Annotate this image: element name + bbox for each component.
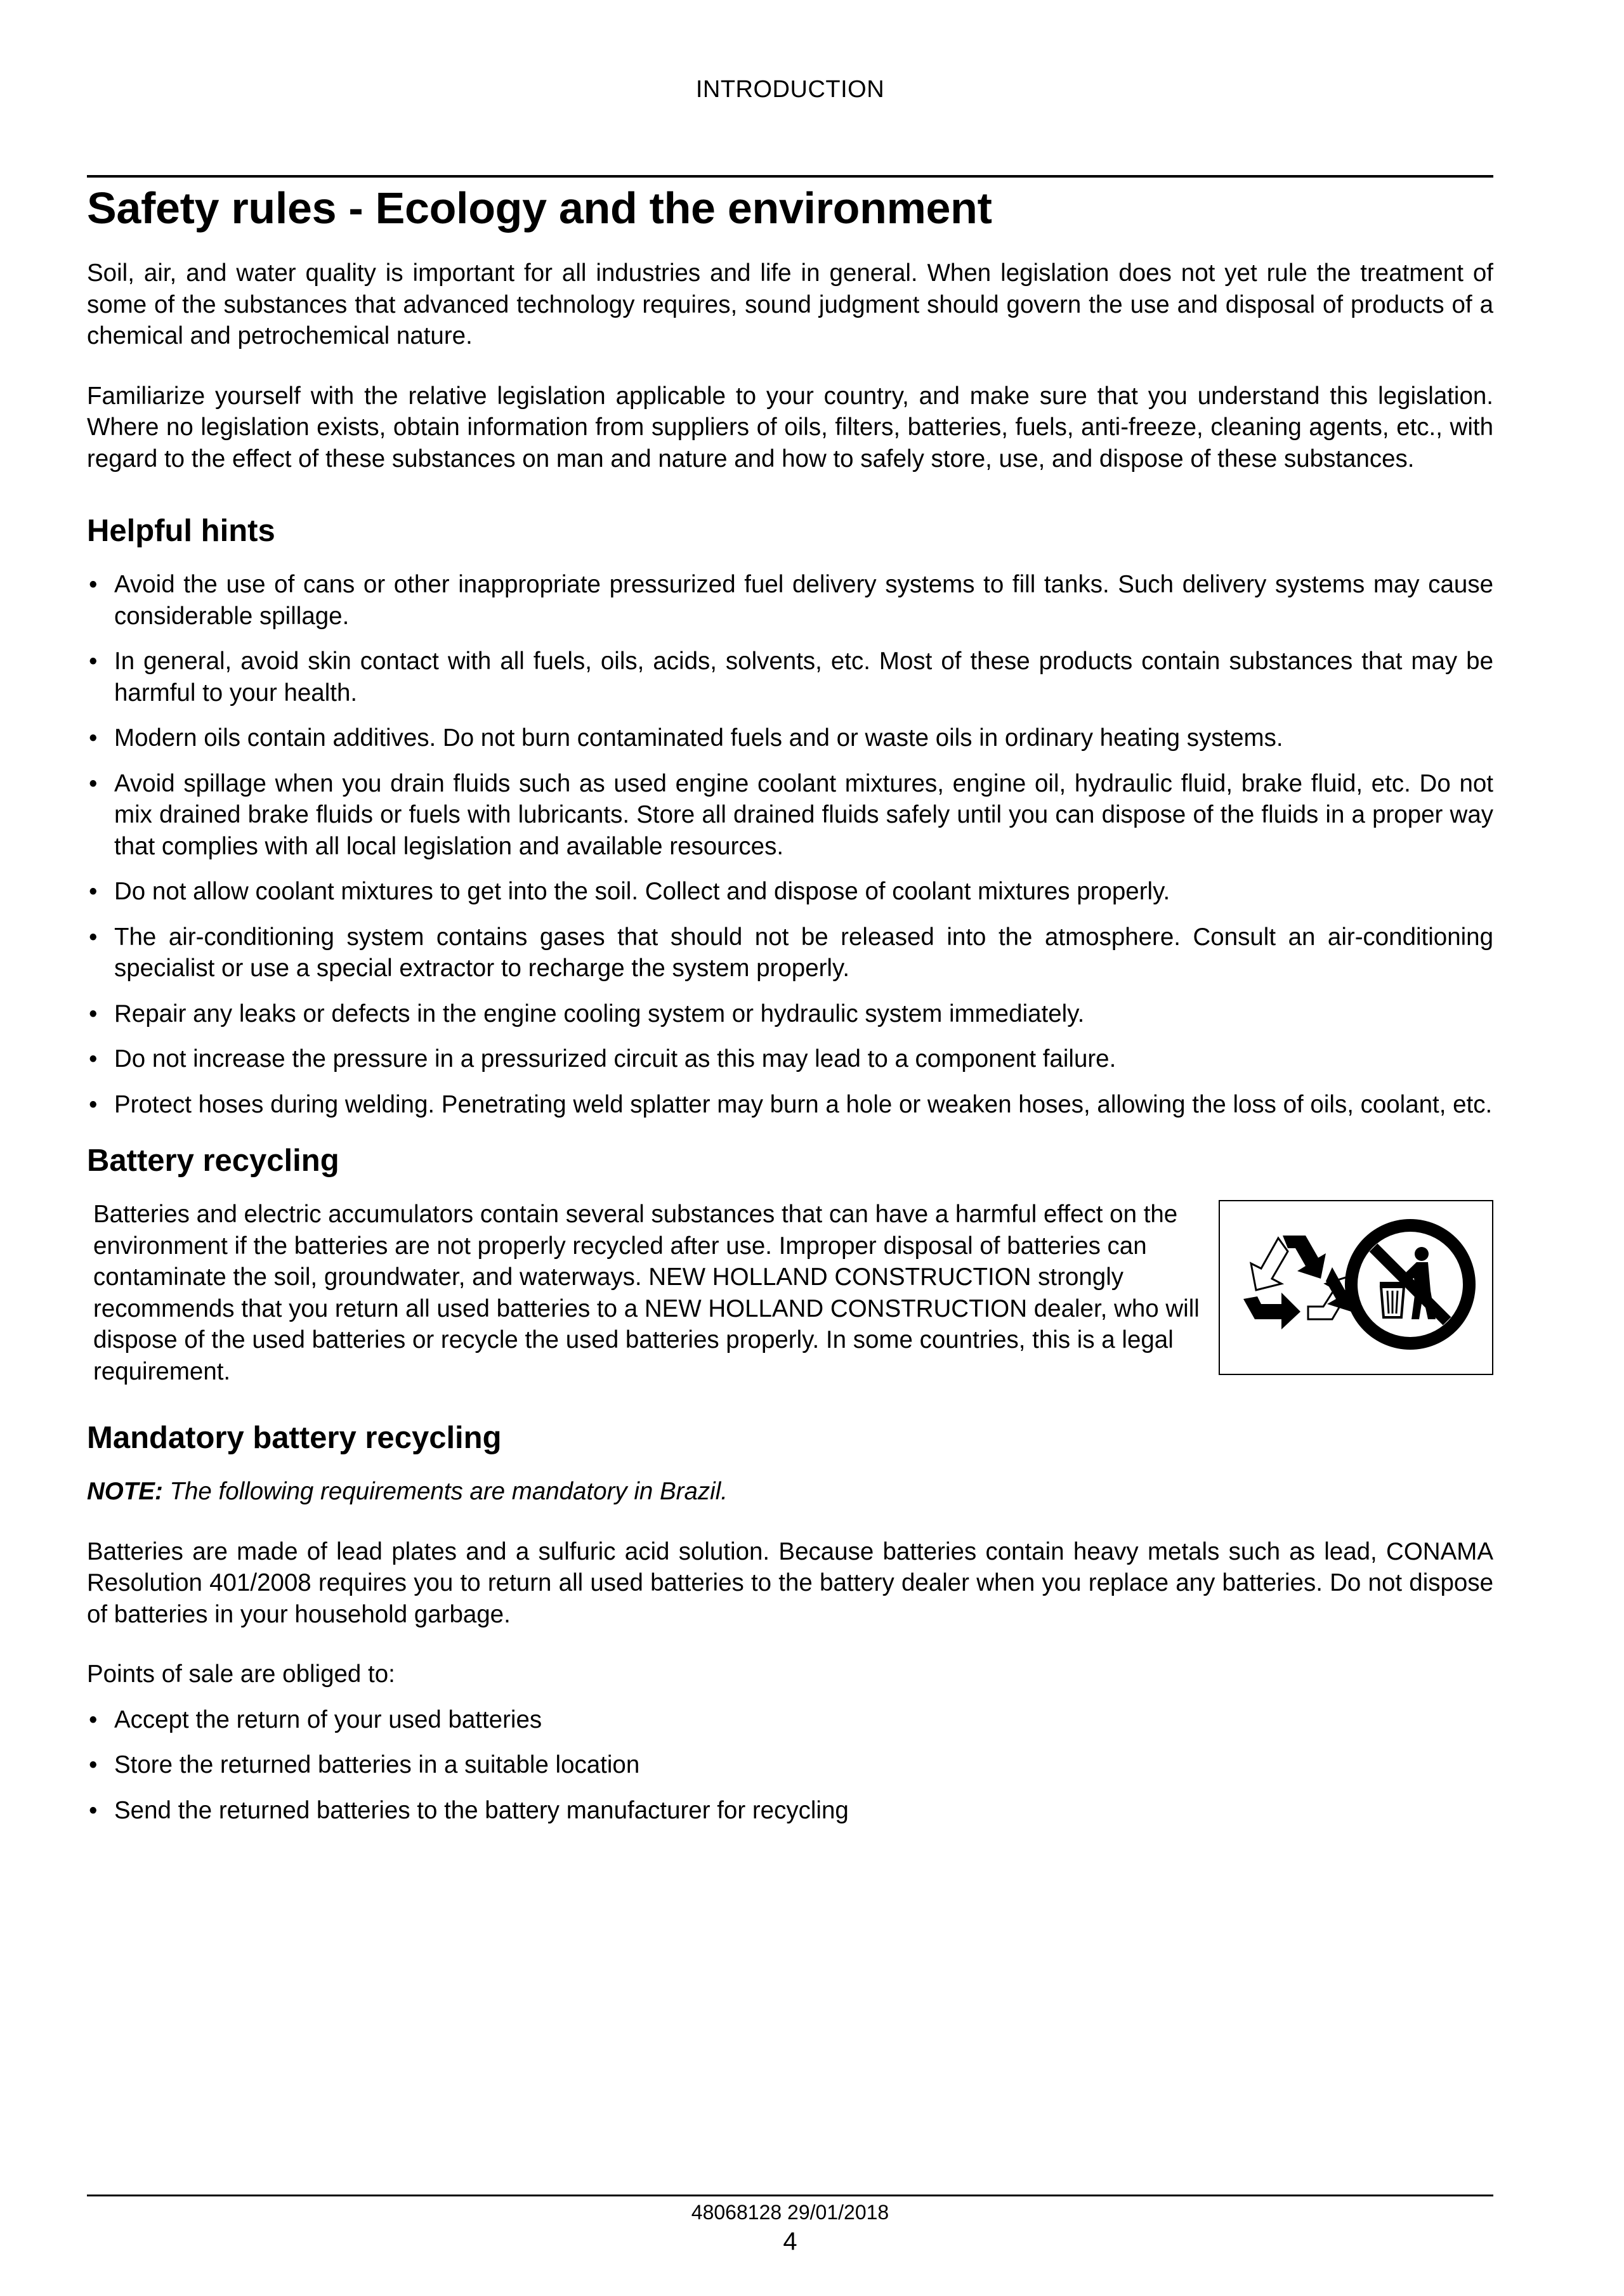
footer-rule (87, 2195, 1493, 2196)
list-item (87, 922, 1493, 984)
list-item-text: Do not increase the pressure in a pressurized circuit as this may lead to a component failure. (114, 1045, 1116, 1073)
list-item-text: The air-conditioning system contains gases that should not be released into the atmosphere. Consult an air-conditioning specialist or use a special extractor to recharge the system properly. (114, 923, 1493, 982)
bullet-icon: • (89, 1751, 98, 1778)
list-item (87, 1704, 1493, 1736)
intro-paragraph-2: Familiarize yourself with the relative legislation applicable to your country, and make sure that you understand this legislation. Where no legislation exists, obtain information from suppliers of oils, filters, batteries, fuels, anti-freeze, cleaning agents, etc., with regard to the effect of these substances on man and nature and how to safely store, use, and dispose of these substances. (87, 382, 1493, 473)
battery-recycling-figure (1219, 1200, 1493, 1375)
note (87, 1476, 1493, 1508)
mandatory-recycling-heading: Mandatory battery recycling (87, 1421, 502, 1455)
battery-recycling-block (87, 1199, 1493, 1387)
list-item (87, 1043, 1493, 1075)
bullet-icon: • (89, 648, 98, 675)
list-item (87, 646, 1493, 708)
document-code: 48068128 29/01/2018 (691, 2201, 889, 2224)
bullet-icon: • (89, 878, 98, 905)
list-item (87, 768, 1493, 863)
battery-recycling-text: Batteries and electric accumulators contain several substances that can have a harmful effect on the environment if the batteries are not properly recycled after use. Improper disposal of batteries can contaminate the soil, groundwater, and waterways. NEW HOLLAND CONSTRUCTION strongly recommends that you return all used batteries to a NEW HOLLAND CONSTRUCTION dealer, who will dispose of the used batteries or recycle the used batteries properly. In some countries, this is a legal requirement. (93, 1201, 1200, 1385)
obligations-list (87, 1704, 1493, 1827)
list-item-text: Repair any leaks or defects in the engine cooling system or hydraulic system immediately. (114, 1000, 1085, 1027)
note-text: The following requirements are mandatory in Brazil. (169, 1478, 728, 1505)
bullet-icon: • (89, 1090, 98, 1118)
list-item (87, 1749, 1493, 1781)
list-item-text: Avoid the use of cans or other inappropriate pressurized fuel delivery systems to fill tanks. Such delivery systems may cause considerable spillage. (114, 571, 1493, 630)
page-content (87, 183, 1493, 1848)
list-item (87, 998, 1493, 1030)
mandatory-recycling-paragraph: Batteries are made of lead plates and a sulfuric acid solution. Because batteries contain heavy metals such as lead, CONAMA Resolution 401/2008 requires you to return all used batteries to the battery dealer when you replace any batteries. Do not dispose of batteries in your household garbage. (87, 1537, 1493, 1628)
bullet-icon: • (89, 923, 98, 951)
manual-page (87, 0, 1493, 2296)
obligation-intro: Points of sale are obliged to: (87, 1660, 395, 1688)
list-item-text: In general, avoid skin contact with all fuels, oils, acids, solvents, etc. Most of these products contain substances that may be harmful to your health. (114, 648, 1493, 707)
bullet-icon: • (89, 769, 98, 797)
note-label: NOTE: (87, 1478, 163, 1505)
list-item (87, 1089, 1493, 1121)
list-item-text: Store the returned batteries in a suitable location (114, 1751, 640, 1778)
list-item-text: Modern oils contain additives. Do not burn contaminated fuels and or waste oils in ordinary heating systems. (114, 724, 1283, 752)
list-item-text: Accept the return of your used batteries (114, 1706, 542, 1733)
bullet-icon: • (89, 1045, 98, 1073)
page-title: Safety rules - Ecology and the environment (87, 183, 992, 233)
bullet-icon: • (89, 1706, 98, 1733)
list-item-text: Avoid spillage when you drain fluids such as used engine coolant mixtures, engine oil, hydraulic fluid, brake fluid, etc. Do not mix drained brake fluids or fuels with lubricants. Store all drained fluids safely until you can dispose of the fluids in a proper way that complies with all local legislation and available resources. (114, 769, 1493, 860)
header-rule (87, 175, 1493, 178)
list-item-text: Do not allow coolant mixtures to get into the soil. Collect and dispose of coolant mixtures properly. (114, 878, 1170, 905)
list-item-text: Protect hoses during welding. Penetrating weld splatter may burn a hole or weaken hoses, allowing the loss of oils, coolant, etc. (114, 1090, 1493, 1118)
list-item (87, 1795, 1493, 1827)
no-trash-disposal-icon (1345, 1219, 1476, 1350)
recycle-icon (1243, 1236, 1355, 1329)
list-item-text: Send the returned batteries to the battery manufacturer for recycling (114, 1796, 849, 1824)
list-item (87, 569, 1493, 632)
recycling-symbols (1223, 1205, 1490, 1370)
bullet-icon: • (89, 1796, 98, 1824)
helpful-hints-list (87, 569, 1493, 1120)
list-item (87, 722, 1493, 754)
helpful-hints-heading: Helpful hints (87, 514, 275, 548)
running-header: INTRODUCTION (695, 76, 885, 103)
page-number: 4 (783, 2228, 797, 2255)
bullet-icon: • (89, 1000, 98, 1027)
list-item (87, 876, 1493, 908)
battery-recycling-heading: Battery recycling (87, 1144, 339, 1178)
intro-paragraph-1: Soil, air, and water quality is important for all industries and life in general. When legislation does not yet rule the treatment of some of the substances that advanced technology requires, sound judgment should govern the use and disposal of products of a chemical and petrochemical nature. (87, 259, 1493, 349)
bullet-icon: • (89, 571, 98, 598)
bullet-icon: • (89, 724, 98, 752)
